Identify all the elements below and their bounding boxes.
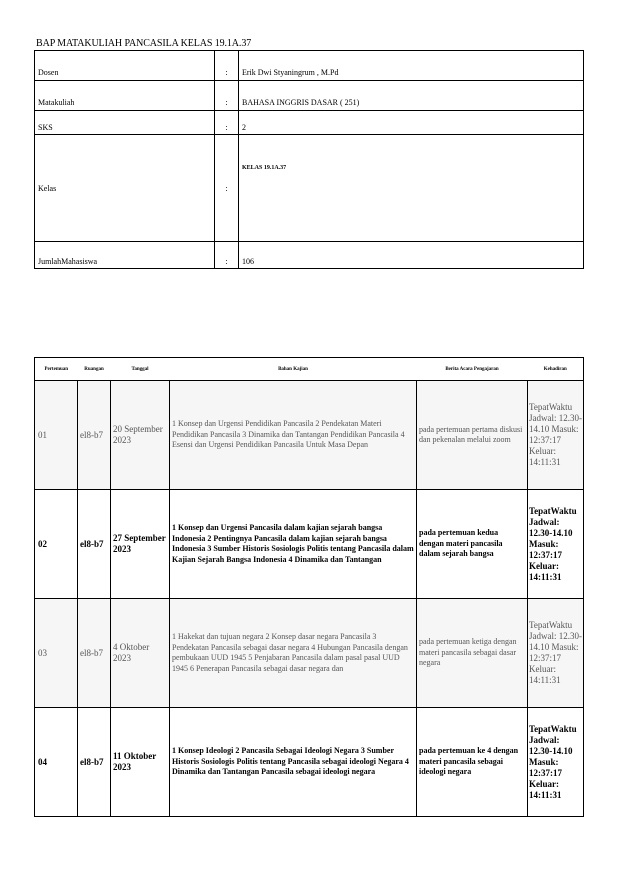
info-colon: : (215, 242, 239, 269)
cell-bahan-kajian: 1 Konsep Ideologi 2 Pancasila Sebagai Ideologi Negara 3 Sumber Historis Sosiologis Politis tentang Pancasila sebagai ideologi Negara 4 Dinamika dan Tantangan Pancasila sebagai ideologi negara (170, 708, 417, 817)
cell-tanggal: 20 September 2023 (111, 381, 170, 490)
info-colon: : (215, 81, 239, 111)
info-row-matakuliah (35, 81, 584, 111)
cell-kehadiran: TepatWaktu Jadwal: 12.30-14.10 Masuk: 12:37:17 Keluar: 14:11:31 (528, 599, 584, 708)
cell-berita-acara: pada pertemuan pertama diskusi dan pekenalan melalui zoom (417, 381, 528, 490)
cell-pertemuan: 03 (35, 599, 78, 708)
cell-pertemuan: 04 (35, 708, 78, 817)
header-berita-acara: Berita Acara Pengajaran (417, 358, 528, 381)
info-value: BAHASA INGGRIS DASAR ( 251) (239, 81, 584, 111)
cell-ruangan: el8-b7 (78, 490, 111, 599)
info-label: Dosen (35, 51, 215, 81)
info-row-kelas (35, 135, 584, 242)
cell-ruangan: el8-b7 (78, 708, 111, 817)
info-value (239, 135, 584, 242)
cell-kehadiran: TepatWaktu Jadwal: 12.30-14.10 Masuk: 12:37:17 Keluar: 14:11:31 (528, 381, 584, 490)
cell-bahan-kajian: 1 Hakekat dan tujuan negara 2 Konsep dasar negara Pancasila 3 Pendekatan Pancasila sebagai dasar negara 4 Hubungan Pancasila dengan pembukaan UUD 1945 5 Penjabaran Pancasila dalam pasal pasal UUD 1945 6 Penerapan Pancasila sebagai dasar negara dan (170, 599, 417, 708)
course-info-table (34, 50, 584, 269)
cell-tanggal: 11 Oktober 2023 (111, 708, 170, 817)
info-row-sks (35, 111, 584, 135)
table-row (35, 599, 584, 708)
cell-berita-acara: pada pertemuan ketiga dengan materi pancasila sebagai dasar negara (417, 599, 528, 708)
header-pertemuan: Pertemuan (35, 358, 78, 381)
info-row-dosen (35, 51, 584, 81)
cell-ruangan: el8-b7 (78, 599, 111, 708)
info-row-jumlah-mahasiswa (35, 242, 584, 269)
schedule-header-row (35, 358, 584, 381)
info-label: Kelas (35, 135, 215, 242)
info-label: JumlahMahasiswa (35, 242, 215, 269)
cell-bahan-kajian: 1 Konsep dan Urgensi Pancasila dalam kajian sejarah bangsa Indonesia 2 Pentingnya Pancasila dalam kajian sejarah bangsa Indonesia 3 Sumber Historis Sosiologis Politis tentang Pancasila dalam Kajian Sejarah Bangsa Indonesia 4 Dinamika dan Tantangan (170, 490, 417, 599)
info-colon: : (215, 111, 239, 135)
cell-ruangan: el8-b7 (78, 381, 111, 490)
cell-berita-acara: pada pertemuan kedua dengan materi pancasila dalam sejarah bangsa (417, 490, 528, 599)
table-row (35, 490, 584, 599)
table-row (35, 381, 584, 490)
info-label: SKS (35, 111, 215, 135)
cell-berita-acara: pada pertemuan ke 4 dengan materi pancasila sebagai ideologi negara (417, 708, 528, 817)
cell-kehadiran: TepatWaktu Jadwal: 12.30-14.10 Masuk: 12:37:17 Keluar: 14:11:31 (528, 708, 584, 817)
schedule-table (34, 357, 584, 817)
table-row (35, 708, 584, 817)
cell-bahan-kajian: 1 Konsep dan Urgensi Pendidikan Pancasila 2 Pendekatan Materi Pendidikan Pancasila 3 Dinamika dan Tantangan Pendidikan Pancasila 4 Esensi dan Urgensi Pendidikan Pancasila Untuk Masa Depan (170, 381, 417, 490)
header-bahan-kajian: Bahan Kajian (170, 358, 417, 381)
document-title: BAP MATAKULIAH PANCASILA KELAS 19.1A.37 (36, 38, 252, 49)
info-label: Matakuliah (35, 81, 215, 111)
info-colon: : (215, 135, 239, 242)
cell-pertemuan: 02 (35, 490, 78, 599)
info-value: Erik Dwi Styaningrum , M.Pd (239, 51, 584, 81)
header-tanggal: Tanggal (111, 358, 170, 381)
info-value: 106 (239, 242, 584, 269)
header-kehadiran: Kehadiran (528, 358, 584, 381)
cell-pertemuan: 01 (35, 381, 78, 490)
cell-tanggal: 4 Oktober 2023 (111, 599, 170, 708)
header-ruangan: Ruangan (78, 358, 111, 381)
kelas-value: KELAS 19.1A.37 (242, 164, 287, 171)
info-value: 2 (239, 111, 584, 135)
cell-tanggal: 27 September 2023 (111, 490, 170, 599)
cell-kehadiran: TepatWaktu Jadwal: 12.30-14.10 Masuk: 12:37:17 Keluar: 14:11:31 (528, 490, 584, 599)
info-colon: : (215, 51, 239, 81)
